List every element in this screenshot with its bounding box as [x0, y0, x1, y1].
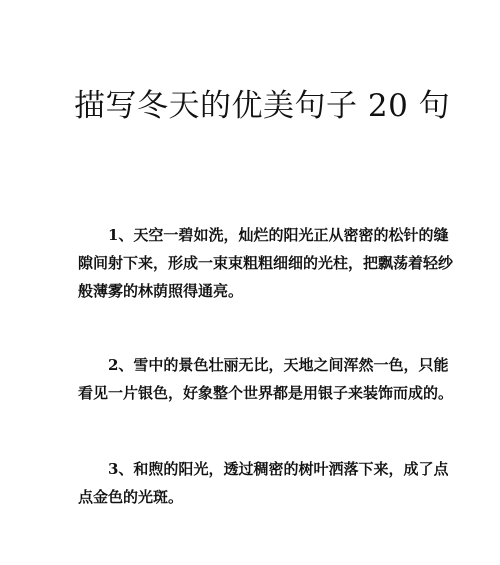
paragraph-line: 点金色的光斑。 — [78, 488, 184, 506]
sentence-paragraph-1 — [78, 221, 454, 305]
paragraph-line: 2、雪中的景色壮丽无比，天地之间浑然一色，只能 — [108, 356, 449, 374]
paragraph-line: 3、和煦的阳光，透过稠密的树叶洒落下来，成了点 — [108, 460, 449, 478]
sentence-paragraph-3 — [78, 455, 449, 511]
paragraph-line: 隙间射下来，形成一束束粗粗细细的光柱，把飘荡着轻纱 — [78, 254, 454, 272]
paragraph-line: 般薄雾的林荫照得通亮。 — [78, 282, 244, 300]
paragraph-line: 1、天空一碧如洗，灿烂的阳光正从密密的松针的缝 — [108, 226, 449, 244]
document-title: 描写冬天的优美句子 20 句 — [74, 88, 451, 124]
sentence-paragraph-2 — [78, 351, 454, 407]
paragraph-line: 看见一片银色，好象整个世界都是用银子来装饰而成的。 — [78, 384, 454, 402]
